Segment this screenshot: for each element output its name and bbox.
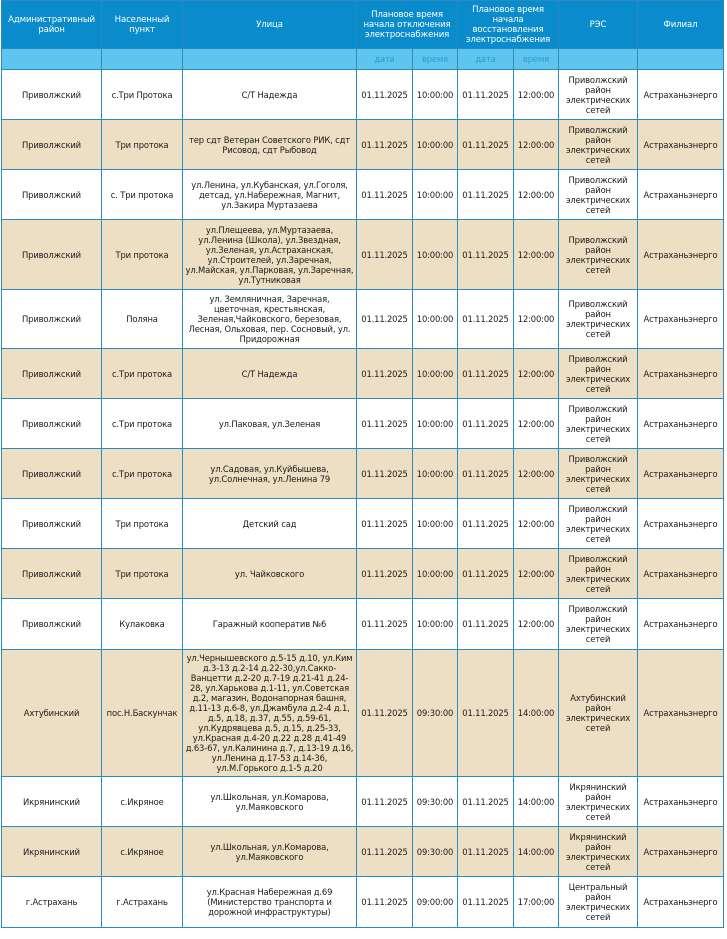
cell-street: тер сдт Ветеран Советского РИК, сдт Рисовод, сдт Рыбовод [183, 120, 357, 170]
cell-start-date: 01.11.2025 [357, 777, 413, 827]
subheader-empty [102, 49, 183, 70]
cell-end-date: 01.11.2025 [458, 549, 514, 599]
cell-street: ул.Ленина, ул.Кубанская, ул.Гоголя, детсад, ул.Набережная, Магнит, ул.Закира Муртазаева [183, 170, 357, 220]
cell-end-time: 12:00:00 [514, 120, 559, 170]
table-row [2, 777, 724, 827]
cell-street: ул.Плещеева, ул.Муртазаева, ул.Ленина (Школа), ул.Звездная, ул.Зеленая, ул.Астраханская, ул.Строителей, ул.Заречная, ул.Майская, ул.Парковая, ул.Заречная, ул.Тутниковая [183, 220, 357, 290]
col-street: Улица [183, 1, 357, 49]
cell-settlement: с.Три Протока [102, 70, 183, 120]
cell-end-time: 12:00:00 [514, 70, 559, 120]
cell-branch: Астраханьэнерго [638, 70, 724, 120]
cell-district: Приволжский [2, 290, 102, 349]
cell-start-time: 10:00:00 [413, 290, 458, 349]
col-settlement: Населенный пункт [102, 1, 183, 49]
cell-street: Гаражный кооператив №6 [183, 599, 357, 650]
subheader-start-date: дата [357, 49, 413, 70]
cell-end-time: 12:00:00 [514, 220, 559, 290]
cell-end-time: 14:00:00 [514, 650, 559, 777]
cell-branch: Астраханьэнерго [638, 877, 724, 928]
cell-start-time: 10:00:00 [413, 549, 458, 599]
cell-end-date: 01.11.2025 [458, 650, 514, 777]
cell-start-time: 10:00:00 [413, 349, 458, 399]
cell-street: ул. Земляничная, Заречная, цветочная, крестьянская, Зеленая,Чайковского, березовая, Лесная, Ольховая, пер. Сосновый, ул. Придорожная [183, 290, 357, 349]
cell-end-time: 12:00:00 [514, 549, 559, 599]
table-row [2, 70, 724, 120]
cell-end-time: 17:00:00 [514, 877, 559, 928]
cell-end-time: 14:00:00 [514, 777, 559, 827]
table-row [2, 877, 724, 928]
subheader-start-time: время [413, 49, 458, 70]
cell-district: Икрянинский [2, 777, 102, 827]
cell-branch: Астраханьэнерго [638, 449, 724, 499]
cell-start-date: 01.11.2025 [357, 120, 413, 170]
table-row [2, 827, 724, 877]
cell-settlement: с. Три протока [102, 170, 183, 220]
cell-start-time: 10:00:00 [413, 399, 458, 449]
cell-start-time: 10:00:00 [413, 70, 458, 120]
cell-settlement: с.Икряное [102, 777, 183, 827]
cell-res: Приволжский район электрических сетей [559, 120, 638, 170]
cell-end-date: 01.11.2025 [458, 290, 514, 349]
cell-district: Приволжский [2, 399, 102, 449]
table-body [2, 70, 724, 928]
cell-res: Приволжский район электрических сетей [559, 549, 638, 599]
cell-end-date: 01.11.2025 [458, 877, 514, 928]
cell-settlement: г.Астрахань [102, 877, 183, 928]
cell-res: Приволжский район электрических сетей [559, 349, 638, 399]
cell-end-date: 01.11.2025 [458, 827, 514, 877]
cell-district: Приволжский [2, 499, 102, 549]
cell-district: Приволжский [2, 120, 102, 170]
cell-start-time: 10:00:00 [413, 449, 458, 499]
cell-start-time: 10:00:00 [413, 499, 458, 549]
cell-start-time: 10:00:00 [413, 120, 458, 170]
cell-start-time: 09:30:00 [413, 827, 458, 877]
cell-start-date: 01.11.2025 [357, 827, 413, 877]
table-row [2, 349, 724, 399]
cell-start-date: 01.11.2025 [357, 290, 413, 349]
cell-start-date: 01.11.2025 [357, 877, 413, 928]
cell-branch: Астраханьэнерго [638, 650, 724, 777]
cell-settlement: Кулаковка [102, 599, 183, 650]
subheader-empty [183, 49, 357, 70]
cell-end-time: 12:00:00 [514, 399, 559, 449]
cell-end-time: 12:00:00 [514, 449, 559, 499]
table-row [2, 120, 724, 170]
cell-start-date: 01.11.2025 [357, 449, 413, 499]
cell-start-time: 10:00:00 [413, 170, 458, 220]
cell-end-date: 01.11.2025 [458, 399, 514, 449]
cell-start-time: 10:00:00 [413, 599, 458, 650]
table-row [2, 220, 724, 290]
cell-district: Приволжский [2, 549, 102, 599]
table-row [2, 399, 724, 449]
cell-start-date: 01.11.2025 [357, 170, 413, 220]
cell-district: Приволжский [2, 170, 102, 220]
cell-branch: Астраханьэнерго [638, 549, 724, 599]
subheader-empty [2, 49, 102, 70]
cell-start-date: 01.11.2025 [357, 70, 413, 120]
cell-start-date: 01.11.2025 [357, 650, 413, 777]
cell-start-date: 01.11.2025 [357, 349, 413, 399]
cell-res: Приволжский район электрических сетей [559, 170, 638, 220]
subheader-empty [638, 49, 724, 70]
subheader-empty [559, 49, 638, 70]
cell-settlement: Три протока [102, 120, 183, 170]
table-row [2, 449, 724, 499]
cell-end-time: 12:00:00 [514, 349, 559, 399]
cell-street: ул.Школьная, ул.Комарова, ул.Маяковского [183, 777, 357, 827]
table-row [2, 170, 724, 220]
cell-branch: Астраханьэнерго [638, 349, 724, 399]
cell-end-date: 01.11.2025 [458, 220, 514, 290]
col-branch: Филиал [638, 1, 724, 49]
cell-district: Ахтубинский [2, 650, 102, 777]
cell-start-time: 09:30:00 [413, 650, 458, 777]
cell-res: Ахтубинский район электрических сетей [559, 650, 638, 777]
cell-res: Приволжский район электрических сетей [559, 449, 638, 499]
table-row [2, 599, 724, 650]
cell-start-date: 01.11.2025 [357, 549, 413, 599]
cell-end-date: 01.11.2025 [458, 349, 514, 399]
cell-street: С/Т Надежда [183, 349, 357, 399]
cell-end-date: 01.11.2025 [458, 120, 514, 170]
cell-settlement: Поляна [102, 290, 183, 349]
cell-res: Икрянинский район электрических сетей [559, 827, 638, 877]
cell-res: Приволжский район электрических сетей [559, 499, 638, 549]
col-res: РЭС [559, 1, 638, 49]
cell-branch: Астраханьэнерго [638, 170, 724, 220]
cell-branch: Астраханьэнерго [638, 399, 724, 449]
cell-start-date: 01.11.2025 [357, 220, 413, 290]
cell-start-date: 01.11.2025 [357, 499, 413, 549]
cell-branch: Астраханьэнерго [638, 599, 724, 650]
cell-end-date: 01.11.2025 [458, 170, 514, 220]
cell-street: Детский сад [183, 499, 357, 549]
cell-start-date: 01.11.2025 [357, 599, 413, 650]
cell-end-time: 14:00:00 [514, 827, 559, 877]
cell-end-date: 01.11.2025 [458, 599, 514, 650]
cell-end-time: 12:00:00 [514, 290, 559, 349]
cell-street: ул.Красная Набережная д.69 (Министерство транспорта и дорожной инфраструктуры) [183, 877, 357, 928]
cell-street: С/Т Надежда [183, 70, 357, 120]
cell-res: Центральный район электрических сетей [559, 877, 638, 928]
subheader-end-time: время [514, 49, 559, 70]
cell-settlement: пос.Н.Баскунчак [102, 650, 183, 777]
cell-district: Приволжский [2, 220, 102, 290]
cell-end-date: 01.11.2025 [458, 777, 514, 827]
cell-street: ул.Садовая, ул.Куйбышева, ул.Солнечная, ул.Ленина 79 [183, 449, 357, 499]
cell-street: ул. Чайковского [183, 549, 357, 599]
cell-settlement: с.Икряное [102, 827, 183, 877]
cell-branch: Астраханьэнерго [638, 777, 724, 827]
cell-end-date: 01.11.2025 [458, 70, 514, 120]
cell-branch: Астраханьэнерго [638, 827, 724, 877]
cell-settlement: с.Три протока [102, 399, 183, 449]
cell-street: ул.Паковая, ул.Зеленая [183, 399, 357, 449]
subheader-row [2, 49, 724, 70]
cell-street: ул.Чернышевского д.5-15 д.10, ул.Ким д.3-13 д.2-14 д.22-30,ул.Сакко-Ванцетти д.2-20 д.7-19 д.21-41 д.24-28, ул.Харькова д.1-11, ул.Советская д.2, магазин, Водонапорная башня, д.11-13 д.6-8, ул.Джамбула д.2-4 д.1, д.5, д.18, д.37, д.55, д.59-61, ул.Кудрявцева д.5, д.15, д.25-33, ул.Красная д.4-20 д.22 д.28 д.41-49 д.63-67, ул.Калинина д.7, д.13-19 д.16, ул.Ленина д.17-53 д.14-36, ул.М.Горького д.1-5 д.20 [183, 650, 357, 777]
table-header [2, 1, 724, 70]
cell-settlement: с.Три протока [102, 349, 183, 399]
cell-res: Икрянинский район электрических сетей [559, 777, 638, 827]
cell-end-time: 12:00:00 [514, 170, 559, 220]
cell-end-time: 12:00:00 [514, 499, 559, 549]
cell-branch: Астраханьэнерго [638, 120, 724, 170]
cell-district: Приволжский [2, 449, 102, 499]
cell-branch: Астраханьэнерго [638, 499, 724, 549]
cell-res: Приволжский район электрических сетей [559, 399, 638, 449]
cell-start-date: 01.11.2025 [357, 399, 413, 449]
cell-settlement: Три протока [102, 220, 183, 290]
cell-res: Приволжский район электрических сетей [559, 599, 638, 650]
cell-settlement: Три протока [102, 499, 183, 549]
cell-res: Приволжский район электрических сетей [559, 70, 638, 120]
cell-end-date: 01.11.2025 [458, 449, 514, 499]
col-admin-district: Административный район [2, 1, 102, 49]
cell-settlement: Три протока [102, 549, 183, 599]
cell-district: г.Астрахань [2, 877, 102, 928]
outage-schedule-table [1, 0, 724, 928]
cell-start-time: 09:30:00 [413, 777, 458, 827]
table-row [2, 650, 724, 777]
cell-end-time: 12:00:00 [514, 599, 559, 650]
cell-end-date: 01.11.2025 [458, 499, 514, 549]
cell-res: Приволжский район электрических сетей [559, 290, 638, 349]
cell-settlement: с.Три протока [102, 449, 183, 499]
cell-district: Приволжский [2, 70, 102, 120]
cell-branch: Астраханьэнерго [638, 220, 724, 290]
cell-street: ул.Школьная, ул.Комарова, ул.Маяковского [183, 827, 357, 877]
cell-branch: Астраханьэнерго [638, 290, 724, 349]
subheader-end-date: дата [458, 49, 514, 70]
table-row [2, 499, 724, 549]
cell-start-time: 09:00:00 [413, 877, 458, 928]
cell-start-time: 10:00:00 [413, 220, 458, 290]
table-row [2, 290, 724, 349]
cell-res: Приволжский район электрических сетей [559, 220, 638, 290]
cell-district: Приволжский [2, 599, 102, 650]
col-outage-restore: Плановое время начала восстановления электроснабжения [458, 1, 559, 49]
cell-district: Приволжский [2, 349, 102, 399]
table-row [2, 549, 724, 599]
cell-district: Икрянинский [2, 827, 102, 877]
col-outage-start: Плановое время начала отключения электроснабжения [357, 1, 458, 49]
header-row [2, 1, 724, 49]
